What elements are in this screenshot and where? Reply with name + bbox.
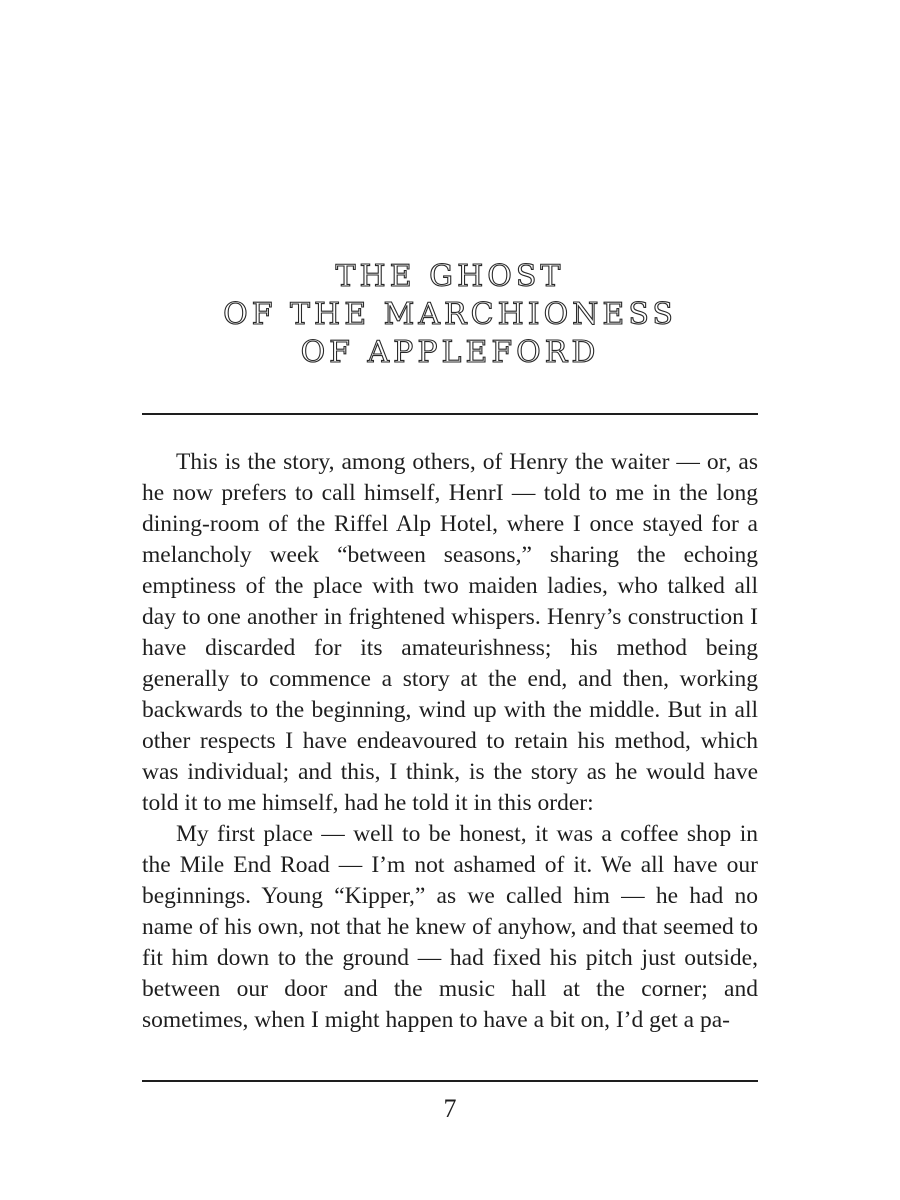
chapter-title-line-2: OF THE MARCHIONESS [223, 297, 677, 332]
page-number: 7 [443, 1094, 457, 1123]
top-divider [142, 413, 758, 415]
body-text [142, 447, 758, 1036]
chapter-title-line-3: OF APPLEFORD [300, 335, 600, 370]
chapter-title [0, 258, 900, 372]
paragraph-1: This is the story, among others, of Henry the waiter — or, as he now prefers to call himself, HenrI — told to me in the long dining-room of the Riffel Alp Hotel, where I once stayed for a melancholy week “between seasons,” sharing the echoing emptiness of the place with two maiden ladies, who talked all day to one another in frightened whispers. Henry’s construction I have discarded for its amateurishness; his method being generally to commence a story at the end, and then, working backwards to the beginning, wind up with the middle. But in all other respects I have endeavoured to retain his method, which was individual; and this, I think, is the story as he would have told it to me himself, had he told it in this order: [142, 449, 758, 816]
bottom-divider [142, 1080, 758, 1082]
paragraph-2: My first place — well to be honest, it was a coffee shop in the Mile End Road — I’m not ashamed of it. We all have our beginnings. Young “Kipper,” as we called him — he had no name of his own, not that he knew of anyhow, and that seemed to fit him down to the ground — had fixed his pitch just outside, between our door and the music hall at the corner; and sometimes, when I might happen to have a bit on, I’d get a pa- [142, 821, 758, 1033]
chapter-title-line-1: THE GHOST [335, 259, 565, 294]
